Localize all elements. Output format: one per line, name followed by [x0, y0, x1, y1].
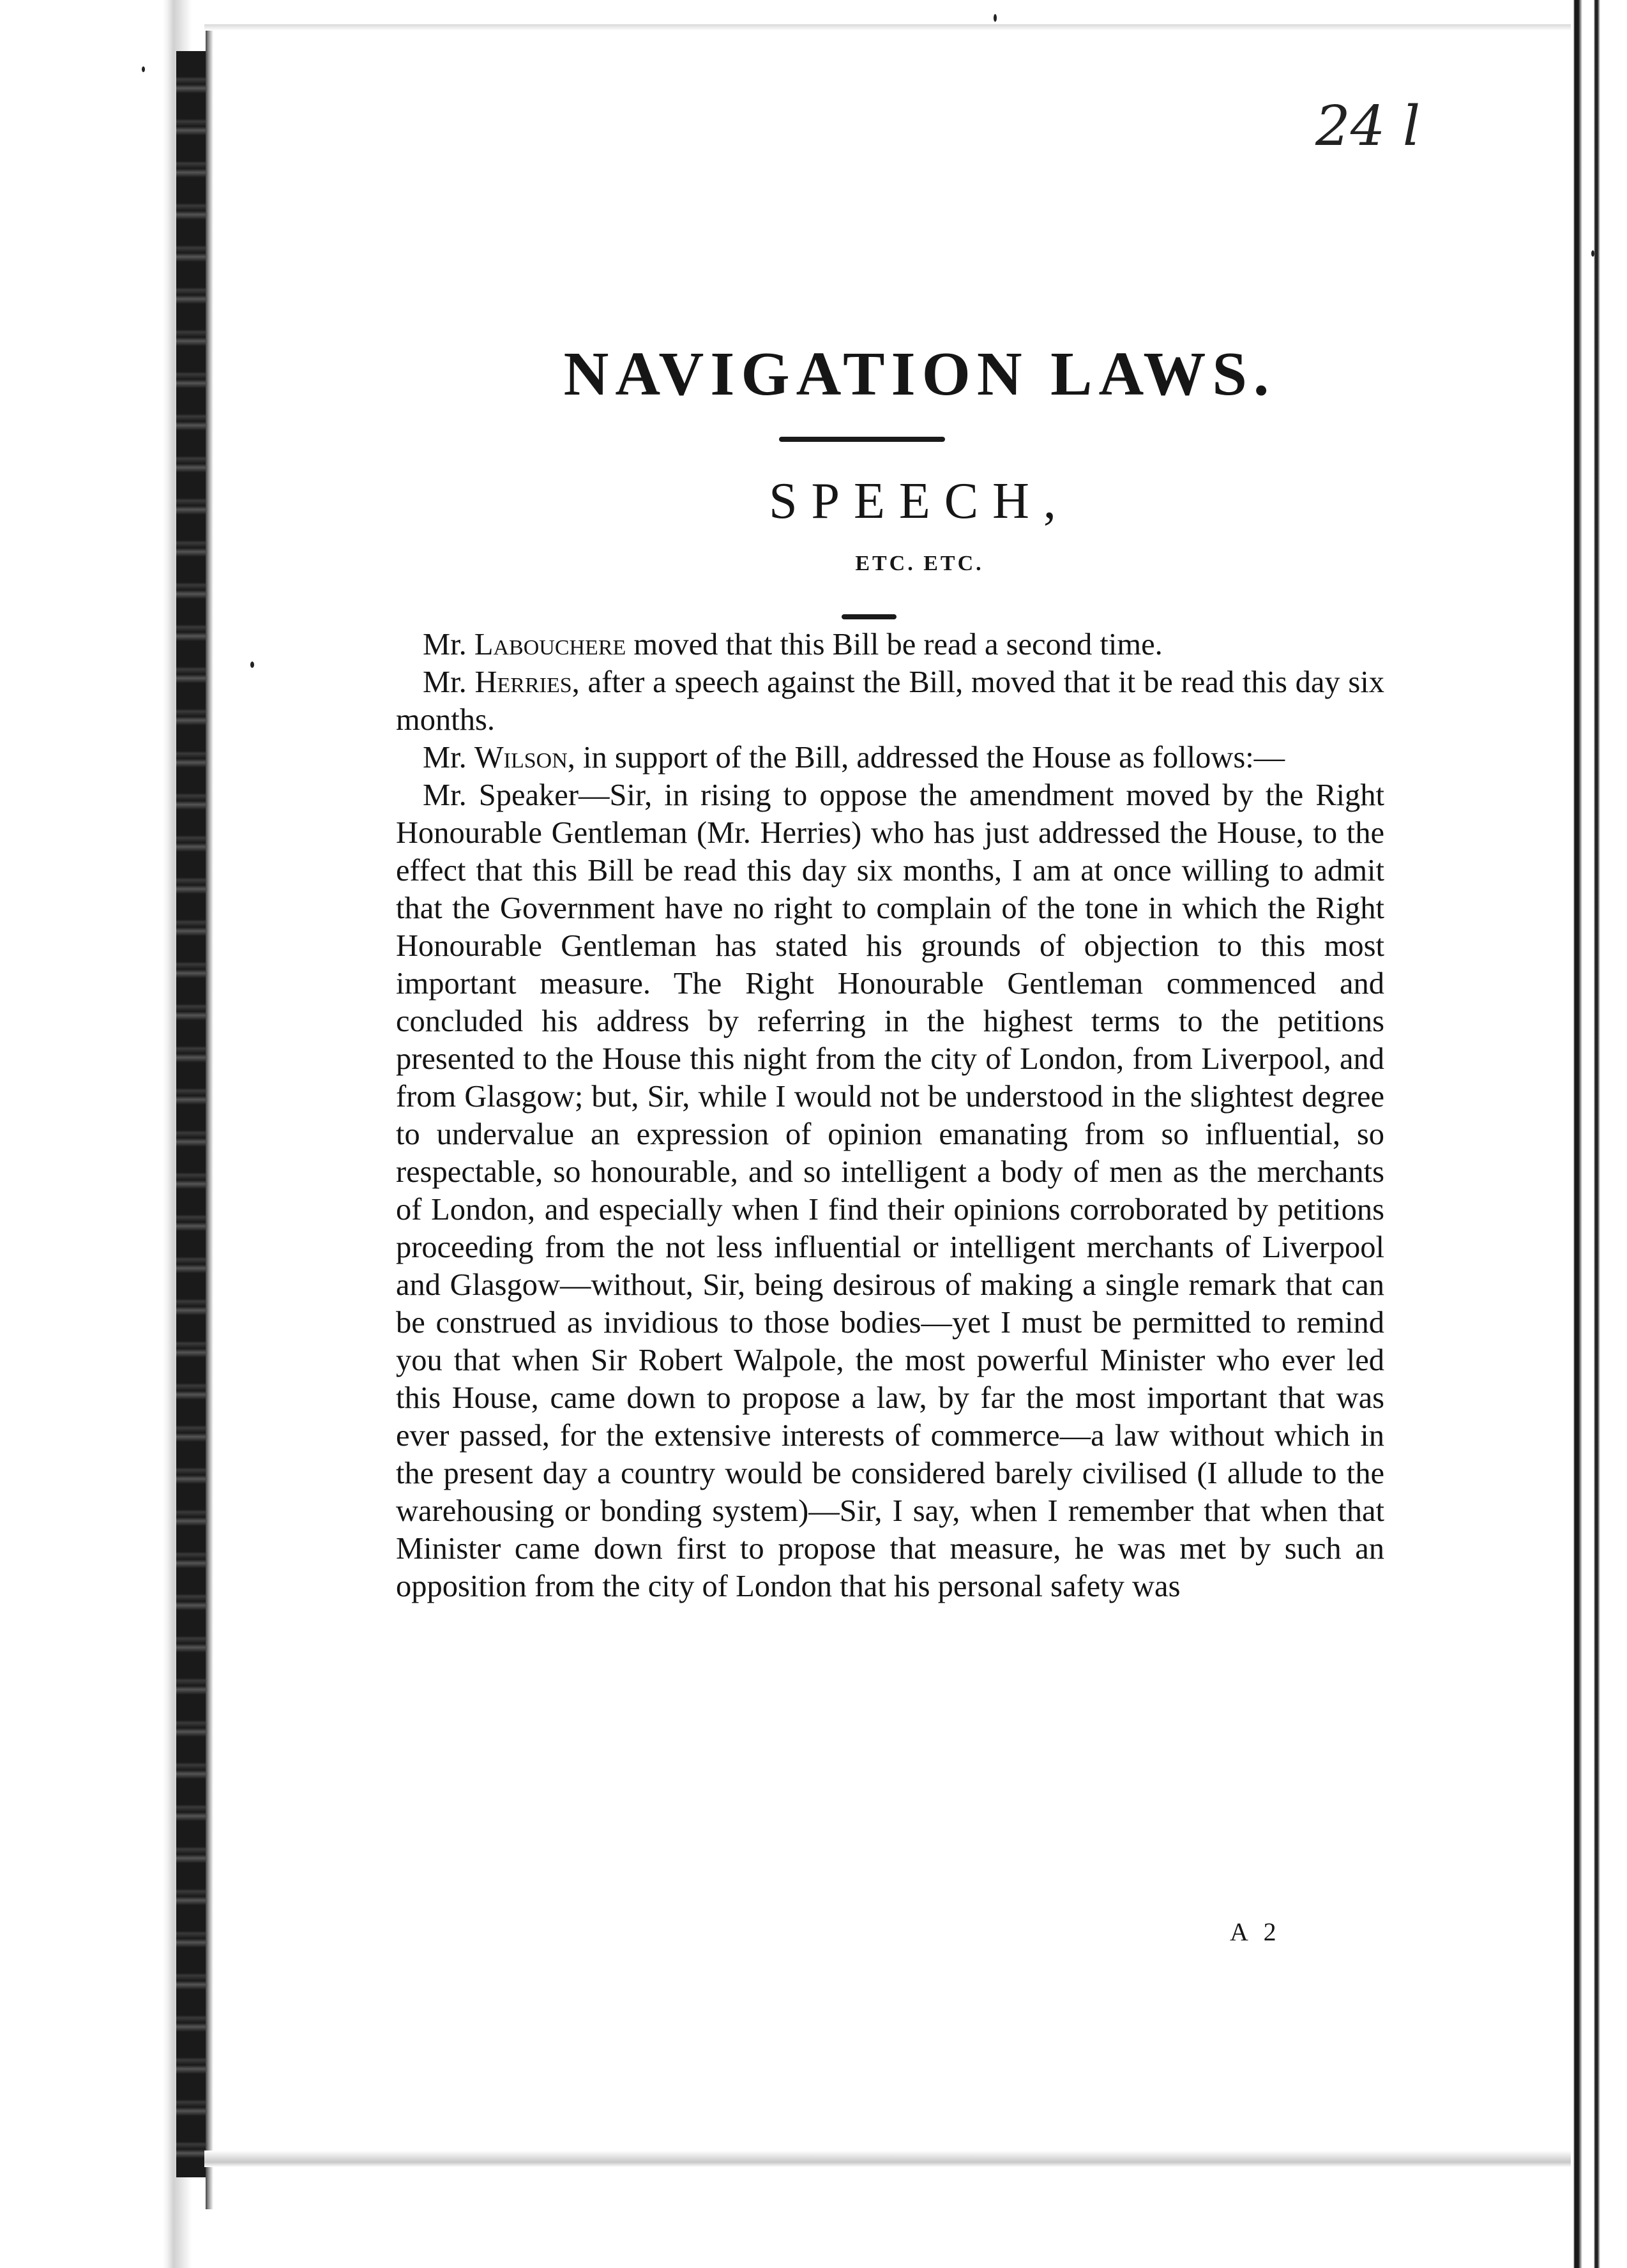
- paragraph-text: Mr. Speaker—Sir, in rising to oppose the amendment moved by the Right Honourable Gentleman (Mr. Herries) who has just addressed the House, to the effect that this Bill be read this day six months, I am at once willing to admit that the Government have no right to complain of the tone in which the Right Honourable Gentleman has stated his grounds of objection to this most important measure. The Right Honourable Gentleman commenced and concluded his address by referring in the highest terms to the petitions presented to the House this night from the city of London, from Liverpool, and from Glasgow; but, Sir, while I would not be understood in the slightest degree to undervalue an expression of opinion emanating from so influential, so respectable, so honourable, and so intelligent a body of men as the merchants of London, and especially when I find their opinions corroborated by petitions proceeding from the not less influential or intelligent merchants of Liverpool and Glasgow—without, Sir, being desirous of making a single remark that can be construed as invidious to those bodies—yet I must be permitted to remind you that when Sir Robert Walpole, the most powerful Minister who ever led this House, came down to propose a law, by far the most important that was ever passed, for the extensive interests of commerce—a law without which in the present day a country would be considered barely civilised (I allude to the warehousing or bonding system)—Sir, I say, when I remember that when that Minister came down first to propose that measure, he was met by such an opposition from the city of London that his personal safety was: [396, 778, 1384, 1603]
- page-title: NAVIGATION LAWS.: [563, 340, 1276, 409]
- page-left-edge: [206, 26, 213, 2209]
- paragraph: [396, 663, 1384, 739]
- ink-speck: [250, 662, 254, 668]
- ink-speck: [994, 14, 997, 22]
- speaker-name: Herries: [474, 665, 572, 699]
- speaker-name: Labouchere: [474, 628, 626, 662]
- speaker-name: Wilson: [474, 741, 568, 775]
- title-divider: [779, 437, 945, 442]
- page-subsubtitle: ETC. ETC.: [855, 552, 984, 575]
- paragraph-text: , after a speech against the Bill, moved that it be read this day six months.: [396, 665, 1384, 737]
- handwritten-page-number: 24 l: [1315, 94, 1421, 158]
- paragraph: [396, 776, 1384, 1605]
- signature-mark: A 2: [1230, 1917, 1282, 1946]
- paragraph-prefix: Mr.: [423, 665, 475, 699]
- paragraph-text: , in support of the Bill, addressed the House as follows:—: [567, 741, 1285, 775]
- ink-speck: [142, 66, 145, 72]
- book-spine: [176, 51, 206, 2177]
- body-text: [396, 626, 1384, 1605]
- ink-speck: [1591, 250, 1594, 257]
- paragraph: [396, 739, 1384, 776]
- page-top-edge: [204, 24, 1571, 31]
- page-bottom-edge: [204, 2151, 1571, 2167]
- paragraph-prefix: Mr.: [423, 628, 474, 662]
- page-subtitle: SPEECH,: [769, 473, 1070, 529]
- binding-shadow: [0, 0, 192, 2268]
- paragraph-prefix: Mr.: [423, 741, 474, 775]
- subtitle-divider: [842, 614, 897, 619]
- paragraph-text: moved that this Bill be read a second time.: [626, 628, 1163, 662]
- page-right-edge: [1557, 0, 1627, 2268]
- paragraph: [396, 626, 1384, 663]
